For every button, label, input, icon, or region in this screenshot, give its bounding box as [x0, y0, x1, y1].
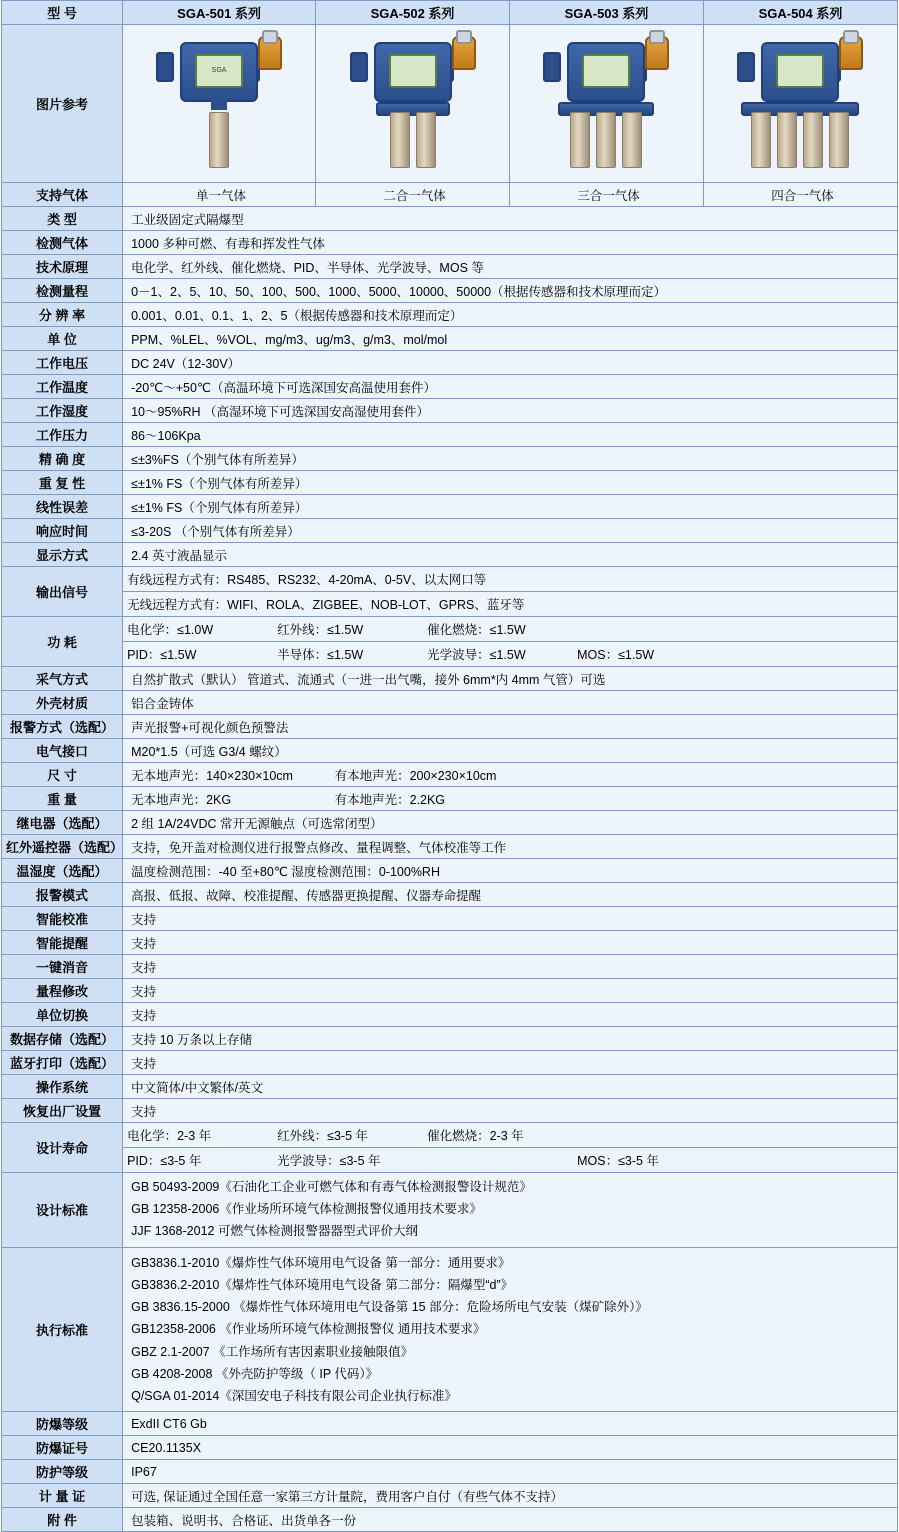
row-label: 线性误差 [2, 495, 123, 519]
row-value: 支持 [123, 1099, 898, 1123]
row-value: ≤±3%FS（个别气体有所差异） [123, 447, 898, 471]
weight-value [123, 787, 898, 811]
power-value [123, 617, 898, 667]
row-label: 采气方式 [2, 667, 123, 691]
row-label: 工作压力 [2, 423, 123, 447]
row-label: 检测量程 [2, 279, 123, 303]
table-row-lifetime [2, 1123, 898, 1173]
table-row [2, 883, 898, 907]
mount-bracket-left-icon [156, 52, 174, 82]
device-image-4 [703, 25, 897, 183]
power-optical-waveguide: 光学波导：≤1.5W [427, 648, 526, 662]
table-row [2, 255, 898, 279]
table-row [2, 423, 898, 447]
sensor-probe-icon [751, 112, 771, 168]
spec-table [1, 0, 898, 1532]
row-value: M20*1.5（可选 G3/4 螺纹） [123, 739, 898, 763]
power-semiconductor: 半导体：≤1.5W [277, 648, 364, 662]
row-label: 技术原理 [2, 255, 123, 279]
sensor-probe-icon [209, 112, 229, 168]
table-row [2, 811, 898, 835]
sensor-probe-icon [622, 112, 642, 168]
alarm-lamp-icon [645, 36, 669, 70]
exec-standard-line: GBZ 2.1-2007 《工作场所有害因素职业接触限值》 [131, 1344, 414, 1359]
row-label: 分 辨 率 [2, 303, 123, 327]
row-label: 报警模式 [2, 883, 123, 907]
table-row [2, 495, 898, 519]
mount-bracket-left-icon [350, 52, 368, 82]
table-row [2, 1099, 898, 1123]
table-row [2, 279, 898, 303]
table-row [2, 303, 898, 327]
device-image-3 [510, 25, 704, 183]
row-label: 一键消音 [2, 955, 123, 979]
table-row [2, 979, 898, 1003]
row-value: CE20.1135X [123, 1436, 898, 1460]
weight-without-alarm: 无本地声光：2KG [131, 792, 232, 807]
table-row-weight [2, 787, 898, 811]
lcd-screen [389, 54, 437, 88]
exec-standard-line: GB 3836.15-2000 《爆炸性气体环境用电气设备第 15 部分：危险场所电气安装（煤矿除外）》 [131, 1300, 648, 1315]
lifetime-electrochemical: 电化学：2-3 年 [127, 1129, 212, 1143]
row-value: 支持 [123, 1051, 898, 1075]
row-label: 数据存储（选配） [2, 1027, 123, 1051]
gas-value-2: 二合一气体 [316, 183, 510, 207]
row-value: 支持 [123, 907, 898, 931]
table-row-size [2, 763, 898, 787]
device-image-1 [123, 25, 316, 183]
table-row-design-standard [2, 1173, 898, 1248]
row-label: 检测气体 [2, 231, 123, 255]
table-row-model-header [2, 1, 898, 25]
row-value: 铝合金铸体 [123, 691, 898, 715]
model-col-4: SGA-504 系列 [703, 1, 897, 25]
row-value: 高报、低报、故障、校准提醒、传感器更换提醒、仪器寿命提醒 [123, 883, 898, 907]
sensor-probe-icon [390, 112, 410, 168]
sensor-probe-icon [829, 112, 849, 168]
row-label: 防护等级 [2, 1460, 123, 1484]
output-signal-line-2: 无线远程方式有：WIFI、ROLA、ZIGBEE、NOB-LOT、GPRS、蓝牙等 [123, 591, 897, 616]
table-row [2, 1051, 898, 1075]
row-value: 支持 [123, 931, 898, 955]
exec-standard-line: GB3836.1-2010《爆炸性气体环境用电气设备 第一部分：通用要求》 [131, 1255, 511, 1270]
table-row-images [2, 25, 898, 183]
lifetime-label: 设计寿命 [2, 1123, 123, 1173]
probe-group [751, 112, 849, 168]
row-value: ≤3-20S （个别气体有所差异） [123, 519, 898, 543]
table-row [2, 1460, 898, 1484]
row-label: 电气接口 [2, 739, 123, 763]
row-label: 智能提醒 [2, 931, 123, 955]
row-value: 工业级固定式隔爆型 [123, 207, 898, 231]
row-value: 1000 多种可燃、有毒和挥发性气体 [123, 231, 898, 255]
table-row [2, 955, 898, 979]
power-pid: PID：≤1.5W [127, 648, 197, 662]
design-standard-label: 设计标准 [2, 1173, 123, 1248]
table-row-power [2, 617, 898, 667]
row-value: 0.001、0.01、0.1、1、2、5（根据传感器和技术原理而定） [123, 303, 898, 327]
table-row [2, 1075, 898, 1099]
row-value: DC 24V（12-30V） [123, 351, 898, 375]
row-label: 防爆证号 [2, 1436, 123, 1460]
table-row [2, 1003, 898, 1027]
row-value: ≤±1% FS（个别气体有所差异） [123, 495, 898, 519]
power-line-1 [123, 617, 897, 641]
sensor-probe-icon [416, 112, 436, 168]
probe-group [390, 112, 436, 168]
lifetime-pid: PID：≤3-5 年 [127, 1154, 202, 1168]
exec-standard-value [123, 1247, 898, 1412]
table-row-gas-support [2, 183, 898, 207]
row-value: 中文简体/中文繁体/英文 [123, 1075, 898, 1099]
row-value: 声光报警+可视化颜色预警法 [123, 715, 898, 739]
gas-value-4: 四合一气体 [703, 183, 897, 207]
exec-standard-line: Q/SGA 01-2014《深国安电子科技有限公司企业执行标准》 [131, 1389, 457, 1404]
row-label: 蓝牙打印（选配） [2, 1051, 123, 1075]
table-row [2, 859, 898, 883]
table-row [2, 691, 898, 715]
output-signal-line-1: 有线远程方式有：RS485、RS232、4-20mA、0-5V、以太网口等 [127, 573, 487, 587]
row-label: 附 件 [2, 1508, 123, 1532]
row-value: 自然扩散式（默认） 管道式、流通式（一进一出气嘴，接外 6mm*内 4mm 气管）可选 [123, 667, 898, 691]
size-with-alarm: 有本地声光：200×230×10cm [334, 768, 497, 783]
table-row [2, 327, 898, 351]
exec-standard-line: GB 4208-2008 《外壳防护等级（ IP 代码）》 [131, 1366, 379, 1381]
row-label: 计 量 证 [2, 1484, 123, 1508]
design-standard-line: GB 50493-2009《石油化工企业可燃气体和有毒气体检测报警设计规范》 [131, 1180, 532, 1194]
row-value: 0－1、2、5、10、50、100、500、1000、5000、10000、50000（根据传感器和技术原理而定） [123, 279, 898, 303]
sensor-probe-icon [777, 112, 797, 168]
device-image-2 [316, 25, 510, 183]
row-label: 显示方式 [2, 543, 123, 567]
mount-bracket-left-icon [543, 52, 561, 82]
table-row [2, 207, 898, 231]
row-value: -20℃～+50℃（高温环境下可选深国安高温使用套件） [123, 375, 898, 399]
table-row [2, 399, 898, 423]
power-electrochemical: 电化学：≤1.0W [127, 623, 214, 637]
alarm-lamp-icon [258, 36, 282, 70]
table-row [2, 1412, 898, 1436]
table-row [2, 375, 898, 399]
row-value: 支持 [123, 979, 898, 1003]
row-value: 支持 [123, 955, 898, 979]
design-standard-line: GB 12358-2006《作业场所环境气体检测报警仪通用技术要求》 [131, 1201, 482, 1216]
output-signal-label: 输出信号 [2, 567, 123, 617]
lifetime-infrared: 红外线：≤3-5 年 [277, 1129, 368, 1143]
power-catalytic: 催化燃烧：≤1.5W [427, 623, 526, 637]
row-label: 响应时间 [2, 519, 123, 543]
lifetime-line-2 [123, 1147, 897, 1172]
row-label: 工作温度 [2, 375, 123, 399]
table-row [2, 231, 898, 255]
sensor-probe-icon [803, 112, 823, 168]
weight-with-alarm: 有本地声光：2.2KG [334, 792, 446, 807]
gas-row-label: 支持气体 [2, 183, 123, 207]
sensor-probe-icon [596, 112, 616, 168]
row-label: 智能校准 [2, 907, 123, 931]
row-value: 支持 10 万条以上存储 [123, 1027, 898, 1051]
neck-icon [211, 98, 227, 110]
table-row [2, 471, 898, 495]
alarm-lamp-icon [452, 36, 476, 70]
table-row [2, 1027, 898, 1051]
row-label: 防爆等级 [2, 1412, 123, 1436]
design-standard-value [123, 1173, 898, 1248]
row-value: IP67 [123, 1460, 898, 1484]
lifetime-value [123, 1123, 898, 1173]
size-label: 尺 寸 [2, 763, 123, 787]
row-label: 量程修改 [2, 979, 123, 1003]
row-label: 单位切换 [2, 1003, 123, 1027]
table-row-exec-standard [2, 1247, 898, 1412]
table-row [2, 907, 898, 931]
image-row-label: 图片参考 [2, 25, 123, 183]
table-row [2, 1436, 898, 1460]
row-value: 2.4 英寸液晶显示 [123, 543, 898, 567]
table-row [2, 447, 898, 471]
row-value: ≤±1% FS（个别气体有所差异） [123, 471, 898, 495]
table-row [2, 351, 898, 375]
design-standard-line: JJF 1368-2012 可燃气体检测报警器器型式评价大纲 [131, 1223, 418, 1238]
row-value: 电化学、红外线、催化燃烧、PID、半导体、光学波导、MOS 等 [123, 255, 898, 279]
row-label: 工作湿度 [2, 399, 123, 423]
table-row [2, 667, 898, 691]
model-col-3: SGA-503 系列 [510, 1, 704, 25]
model-label: 型 号 [2, 1, 123, 25]
row-label: 单 位 [2, 327, 123, 351]
lifetime-optical-waveguide: 光学波导：≤3-5 年 [277, 1154, 381, 1168]
model-col-2: SGA-502 系列 [316, 1, 510, 25]
table-row [2, 1508, 898, 1532]
row-label: 继电器（选配） [2, 811, 123, 835]
row-value: PPM、%LEL、%VOL、mg/m3、ug/m3、g/m3、mol/mol [123, 327, 898, 351]
row-value: 支持，免开盖对检测仪进行报警点修改、量程调整、气体校准等工作 [123, 835, 898, 859]
exec-standard-line: GB3836.2-2010《爆炸性气体环境用电气设备 第二部分：隔爆型“d”》 [131, 1277, 514, 1292]
row-value: 10～95%RH （高湿环境下可选深国安高湿使用套件） [123, 399, 898, 423]
lcd-screen: SGA [195, 54, 243, 88]
mount-bracket-left-icon [737, 52, 755, 82]
table-row [2, 519, 898, 543]
power-infrared: 红外线：≤1.5W [277, 623, 364, 637]
table-row [2, 715, 898, 739]
size-without-alarm: 无本地声光：140×230×10cm [131, 768, 293, 783]
row-value: 可选, 保证通过全国任意一家第三方计量院，费用客户自付（有些气体不支持） [123, 1484, 898, 1508]
lifetime-line-1 [123, 1123, 897, 1147]
exec-standard-label: 执行标准 [2, 1247, 123, 1412]
probe-group [209, 112, 229, 168]
row-label: 精 确 度 [2, 447, 123, 471]
row-label: 外壳材质 [2, 691, 123, 715]
row-label: 类 型 [2, 207, 123, 231]
row-label: 操作系统 [2, 1075, 123, 1099]
row-value: 温度检测范围：-40 至+80℃ 湿度检测范围：0-100%RH [123, 859, 898, 883]
lcd-screen [776, 54, 824, 88]
gas-value-1: 单一气体 [123, 183, 316, 207]
alarm-lamp-icon [839, 36, 863, 70]
row-label: 温湿度（选配） [2, 859, 123, 883]
table-row [2, 739, 898, 763]
sensor-probe-icon [570, 112, 590, 168]
lcd-screen [582, 54, 630, 88]
row-value: 包装箱、说明书、合格证、出货单各一份 [123, 1508, 898, 1532]
power-line-2 [123, 641, 897, 666]
power-label: 功 耗 [2, 617, 123, 667]
table-row [2, 1484, 898, 1508]
table-row [2, 543, 898, 567]
probe-group [570, 112, 642, 168]
model-col-1: SGA-501 系列 [123, 1, 316, 25]
table-row [2, 835, 898, 859]
row-label: 重 复 性 [2, 471, 123, 495]
table-row [2, 931, 898, 955]
power-mos: MOS：≤1.5W [577, 648, 655, 662]
table-row-output-signal [2, 567, 898, 617]
row-value: ExdII CT6 Gb [123, 1412, 898, 1436]
row-label: 红外遥控器（选配） [2, 835, 123, 859]
weight-label: 重 量 [2, 787, 123, 811]
row-value: 支持 [123, 1003, 898, 1027]
exec-standard-line: GB12358-2006 《作业场所环境气体检测报警仪 通用技术要求》 [131, 1322, 486, 1337]
lifetime-mos: MOS：≤3-5 年 [577, 1154, 659, 1168]
lifetime-catalytic: 催化燃烧：2-3 年 [427, 1129, 524, 1143]
output-signal-value [123, 567, 898, 617]
row-value: 86～106Kpa [123, 423, 898, 447]
row-label: 工作电压 [2, 351, 123, 375]
row-value: 2 组 1A/24VDC 常开无源触点（可选常闭型） [123, 811, 898, 835]
row-label: 报警方式（选配） [2, 715, 123, 739]
size-value [123, 763, 898, 787]
gas-value-3: 三合一气体 [510, 183, 704, 207]
row-label: 恢复出厂设置 [2, 1099, 123, 1123]
